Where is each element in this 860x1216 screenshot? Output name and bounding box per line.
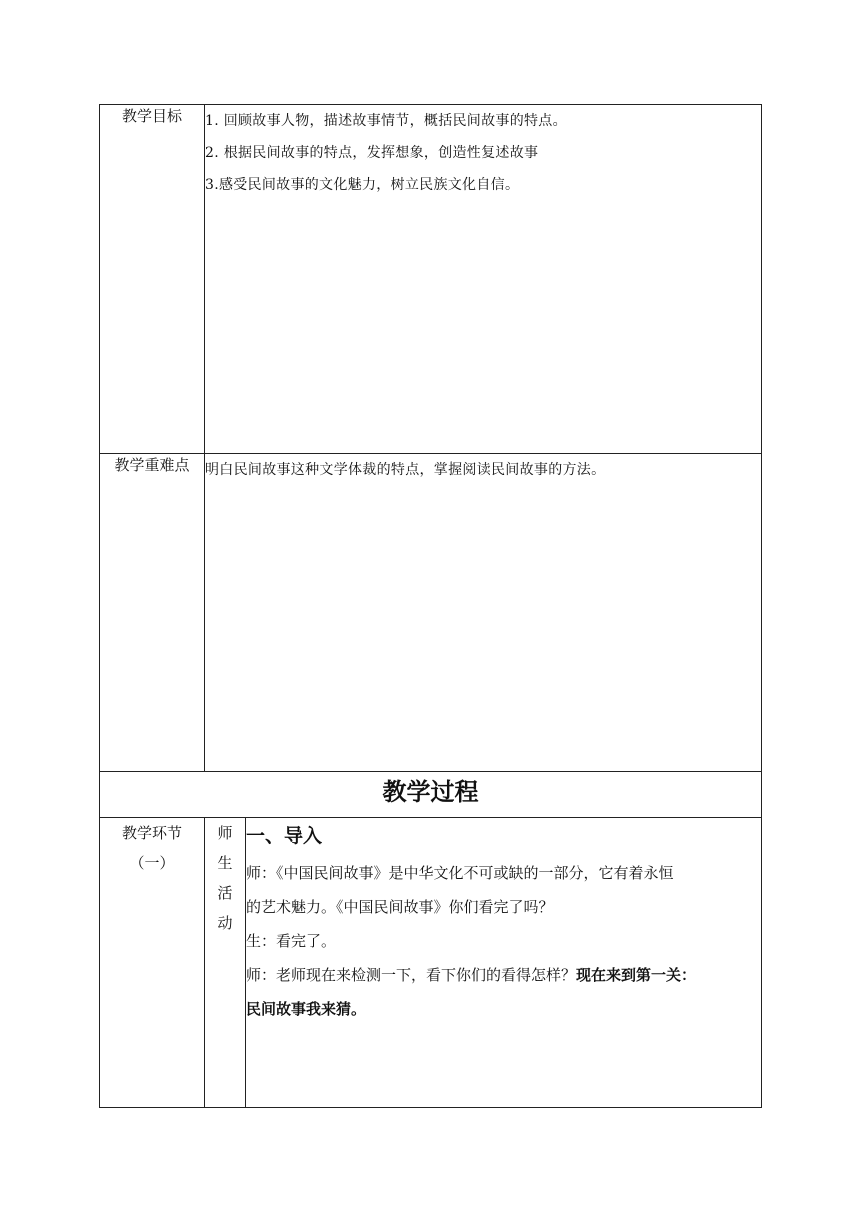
dialogue-line: 师：《中国民间故事》是中华文化不可或缺的一部分，它有着永恒 xyxy=(246,864,674,882)
section-number: （一） xyxy=(129,854,175,872)
objectives-label: 教学目标 xyxy=(100,105,205,454)
dialogue-emphasis: 现在来到第一关： xyxy=(576,966,697,984)
key-points-text: 明白民间故事这种文学体裁的特点，掌握阅读民间故事的方法。 xyxy=(205,462,606,478)
key-points-row xyxy=(100,454,762,772)
dialogue-line: 生：看完了。 xyxy=(246,932,337,950)
activity-title: 一、导入 xyxy=(246,825,323,847)
activity-char: 师 xyxy=(217,824,233,842)
dialogue-emphasis-line: 民间故事我来猜。 xyxy=(246,1000,367,1018)
objective-item: 1. 回顾故事人物，描述故事情节，概括民间故事的特点。 xyxy=(205,113,567,129)
activity-label xyxy=(205,818,246,1108)
dialogue-line xyxy=(246,958,761,992)
activity-char: 动 xyxy=(217,914,233,932)
section-label-line: 教学环节 xyxy=(121,824,182,842)
objective-item: 2. 根据民间故事的特点，发挥想象，创造性复述故事 xyxy=(205,145,539,161)
key-points-content xyxy=(205,454,762,772)
objectives-content xyxy=(205,105,762,454)
dialogue-text: 师：老师现在来检测一下，看下你们的看得怎样？ xyxy=(246,966,577,984)
process-heading: 教学过程 xyxy=(100,772,762,818)
section-label xyxy=(100,818,205,1108)
process-section-row xyxy=(100,818,762,1108)
activity-content xyxy=(246,818,762,1108)
objective-item: 3.感受民间故事的文化魅力，树立民族文化自信。 xyxy=(205,177,520,193)
dialogue-line: 的艺术魅力。《中国民间故事》你们看完了吗？ xyxy=(246,898,554,916)
objectives-row xyxy=(100,105,762,454)
activity-char: 活 xyxy=(217,884,233,902)
activity-char: 生 xyxy=(217,854,233,872)
process-heading-row xyxy=(100,772,762,818)
lesson-plan-table xyxy=(99,104,762,1108)
key-points-label: 教学重难点 xyxy=(100,454,205,772)
